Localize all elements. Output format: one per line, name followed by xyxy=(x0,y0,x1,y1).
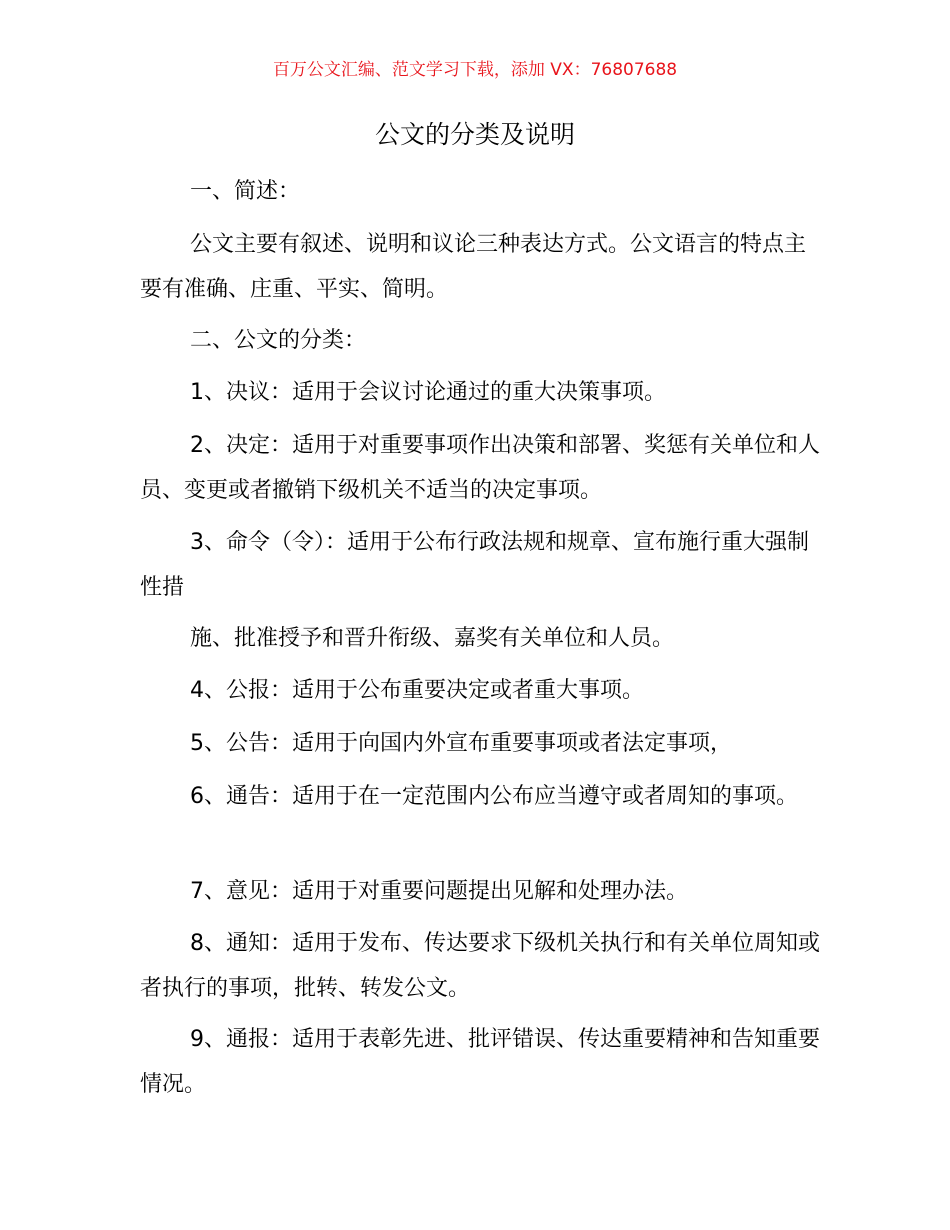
list-item-notice: 6、通告：适用于在一定范围内公布应当遵守或者周知的事项。 xyxy=(190,784,798,809)
header-note: 百万公文汇编、范文学习下载，添加 VX：76807688 xyxy=(272,60,678,80)
list-item-order: 3、命令（令）：适用于公布行政法规和规章、宣布施行重大强制性措 xyxy=(140,530,809,600)
document-title: 公文的分类及说明 xyxy=(374,120,575,149)
list-item-opinion: 7、意见：适用于对重要问题提出见解和处理办法。 xyxy=(190,879,688,904)
section-heading-overview: 一、简述： xyxy=(190,179,301,204)
list-item-communique: 4、公报：适用于公布重要决定或者重大事项。 xyxy=(190,678,644,703)
list-item-circular: 9、通报：适用于表彰先进、批评错误、传达重要精神和告知重要情况。 xyxy=(140,1027,820,1097)
list-item-notification: 8、通知：适用于发布、传达要求下级机关执行和有关单位周知或者执行的事项，批转、转发公文。 xyxy=(140,931,820,1001)
list-item-announcement: 5、公告：适用于向国内外宣布重要事项或者法定事项， xyxy=(190,731,732,756)
list-item-resolution: 1、决议：适用于会议讨论通过的重大决策事项。 xyxy=(190,380,666,405)
list-item-decision: 2、决定：适用于对重要事项作出决策和部署、奖惩有关单位和人员、变更或者撤销下级机关不适当的决定事项。 xyxy=(140,433,820,503)
paragraph-overview: 公文主要有叙述、说明和议论三种表达方式。公文语言的特点主要有准确、庄重、平实、简明。 xyxy=(140,232,807,302)
list-item-order-continued: 施、批准授予和晋升衔级、嘉奖有关单位和人员。 xyxy=(190,626,675,651)
section-heading-classification: 二、公文的分类： xyxy=(190,328,367,353)
